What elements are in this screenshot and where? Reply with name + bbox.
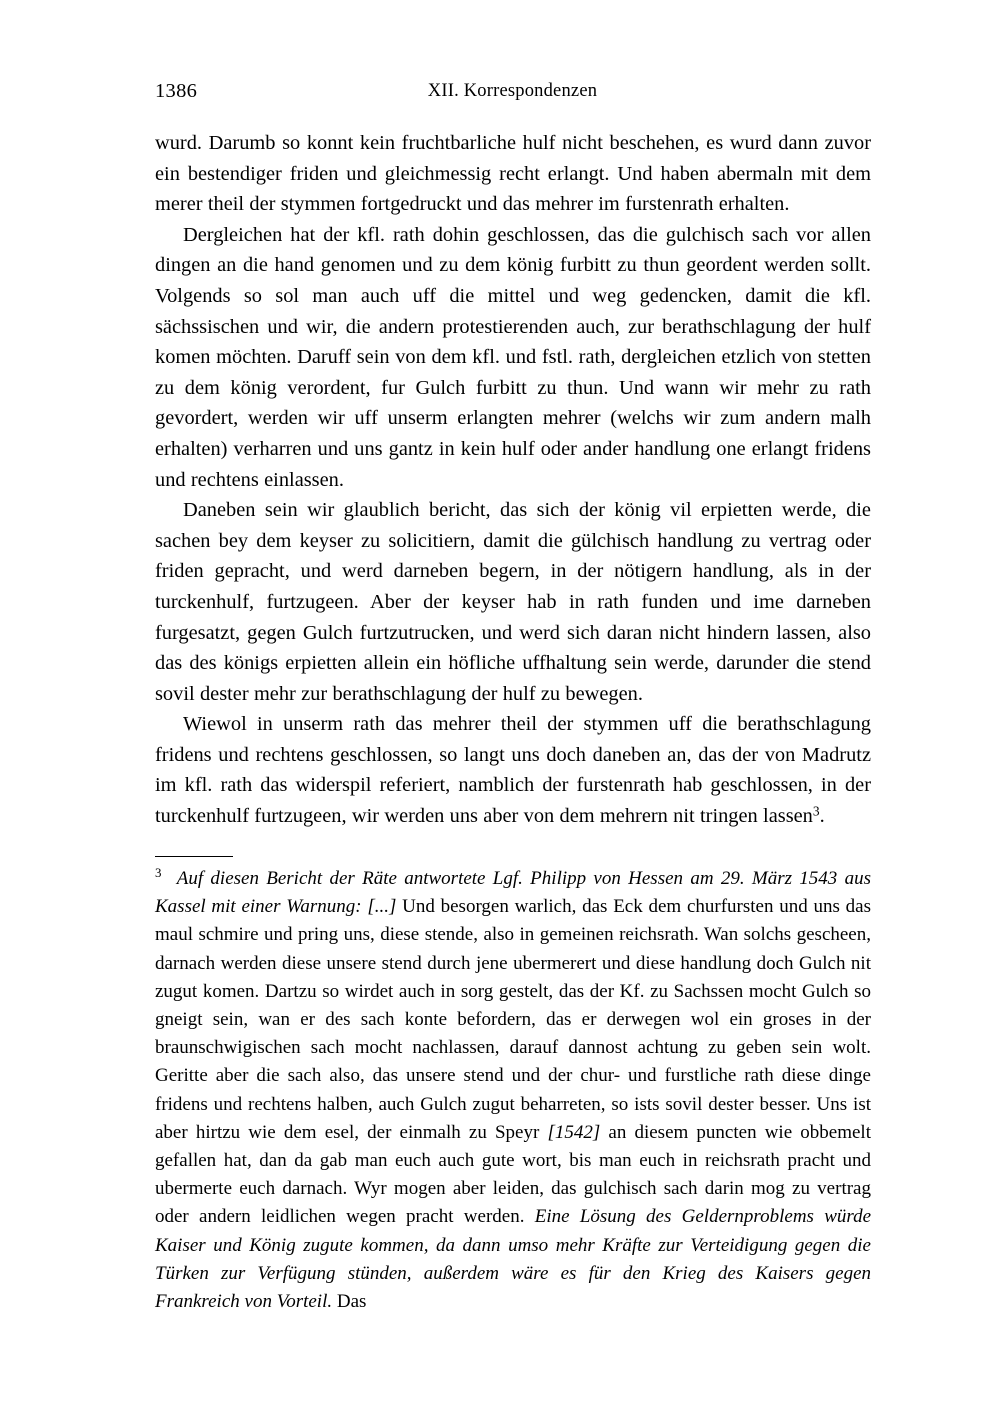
paragraph-4-text: Wiewol in unserm rath das mehrer theil der stymmen uff die berathschlagung fridens und rechtens geschlossen, so langt uns doch daneben an, das der von Madrutz im kfl. rath das widerspil referiert, namblich der furstenrath hab geschlossen, in der turckenhulf furtzugeen, wir werden uns aber von dem mehrern nit tringen lassen bbox=[155, 713, 871, 828]
paragraph-4-text-tail: . bbox=[819, 805, 825, 828]
running-head bbox=[155, 78, 870, 104]
footnote-segment-roman-2: an diesem puncten wie obbemelt gefallen hat, dan da gab man euch auch gute wort, bis man euch in reichsrath pracht und ubermerte euch darnach. Wyr mogen aber leiden, das gulchisch sach darin mog zu vertrag oder andern leidlichen wegen pracht werden. bbox=[155, 1121, 871, 1228]
footnote-number: 3 bbox=[155, 865, 162, 881]
paragraph-4 bbox=[155, 709, 871, 831]
main-text-block bbox=[155, 128, 871, 832]
footnote-segment-italic-year: [1542] bbox=[547, 1121, 601, 1143]
footnote-reference-3[interactable]: 3 bbox=[812, 803, 820, 819]
running-title: XII. Korrespondenzen bbox=[427, 81, 598, 101]
paragraph-3: Daneben sein wir glaublich bericht, das sich der könig vil erpietten werde, die sachen bey dem keyser zu solicitiern, damit die gülchisch handlung zu vertrag oder friden gepracht, und werd darneben begern, in der nötigern handlung, als in der turckenhulf, furtzugeen. Aber der keyser hab in rath funden und ime darneben furgesatzt, gegen Gulch furtzutrucken, und werd sich daran nicht hindern lassen, also das des königs erpietten allein ein höfliche uffhaltung sein werde, darunder die stend sovil dester mehr zur berathschlagung der hulf zu bewegen. bbox=[155, 499, 871, 705]
footnote-segment-roman-1: Und besorgen warlich, das Eck dem churfursten und uns das maul schmire und pring uns, diese stende, also in gemeinen reichsrath. Wan solchs gescheen, darnach werden diese unsere stend durch jene ubermerert und diese handlung doch Gulch nit zugut komen. Dartzu so wirdet auch in sorg gestelt, das der Kf. zu Sachssen mocht Gulch so gneigt sein, wan er des sach konte befordern, das er derwegen wol ein groses in der braunschwigischen sach mocht nachlassen, darauf dannost achtung zu geben sein wolt. Geritte aber die sach also, das unsere stend und der chur- und furstliche rath diese dinge fridens und rechtens halben, auch Gulch zugut beharreten, so ists sovil dester besser. Uns ist aber hirtzu wie dem esel, der einmalh zu Speyr bbox=[155, 896, 871, 1143]
footnote-segment-italic-1: Auf diesen Bericht der Räte antwortete Lgf. Philipp von Hessen am 29. März 1543 aus Kassel mit einer Warnung: [...] bbox=[155, 868, 871, 918]
footnote-segment-roman-3: Das bbox=[332, 1291, 367, 1313]
footnote-segment-italic-2: Eine Lösung des Geldernproblems würde Kaiser und König zugute kommen, da dann umso mehr Kräfte zur Verteidigung gegen die Türken zur Verfügung stünden, außerdem wäre es für den Krieg des Kaisers gegen Frankreich von Vorteil. bbox=[155, 1206, 871, 1313]
page-number: 1386 bbox=[155, 80, 198, 102]
paragraph-2: Dergleichen hat der kfl. rath dohin geschlossen, das die gulchisch sach vor allen dingen an die hand genomen und zu dem könig furbitt zu thun geordent werden sollt. Volgends so sol man auch uff die mittel und weg gedencken, damit die kfl. sächssischen und wir, die andern protestierenden auch, zur berathschlagung der hulf komen möchten. Daruff sein von dem kfl. und fstl. rath, dergleichen etzlich von stetten zu dem könig verordent, fur Gulch furbitt zu thun. Und wann wir mehr zu rath gevordert, werden wir uff unserm erlangten mehrer (welchs wir zum andern malh erhalten) verharren und uns gantz in kein hulf oder ander handlung one erlangt fridens und rechtens einlassen. bbox=[155, 223, 871, 491]
paragraph-1: wurd. Darumb so konnt kein fruchtbarliche hulf nicht beschehen, es wurd dann zuvor ein bestendiger friden und gleichmessig recht erlangt. Und haben abermaln mit dem merer theil der stymmen fortgedruckt und das mehrer im furstenrath erhalten. bbox=[155, 132, 871, 216]
footnote-3 bbox=[155, 865, 871, 1316]
footnote-area bbox=[155, 856, 871, 1316]
footnote-separator-rule bbox=[155, 856, 233, 857]
